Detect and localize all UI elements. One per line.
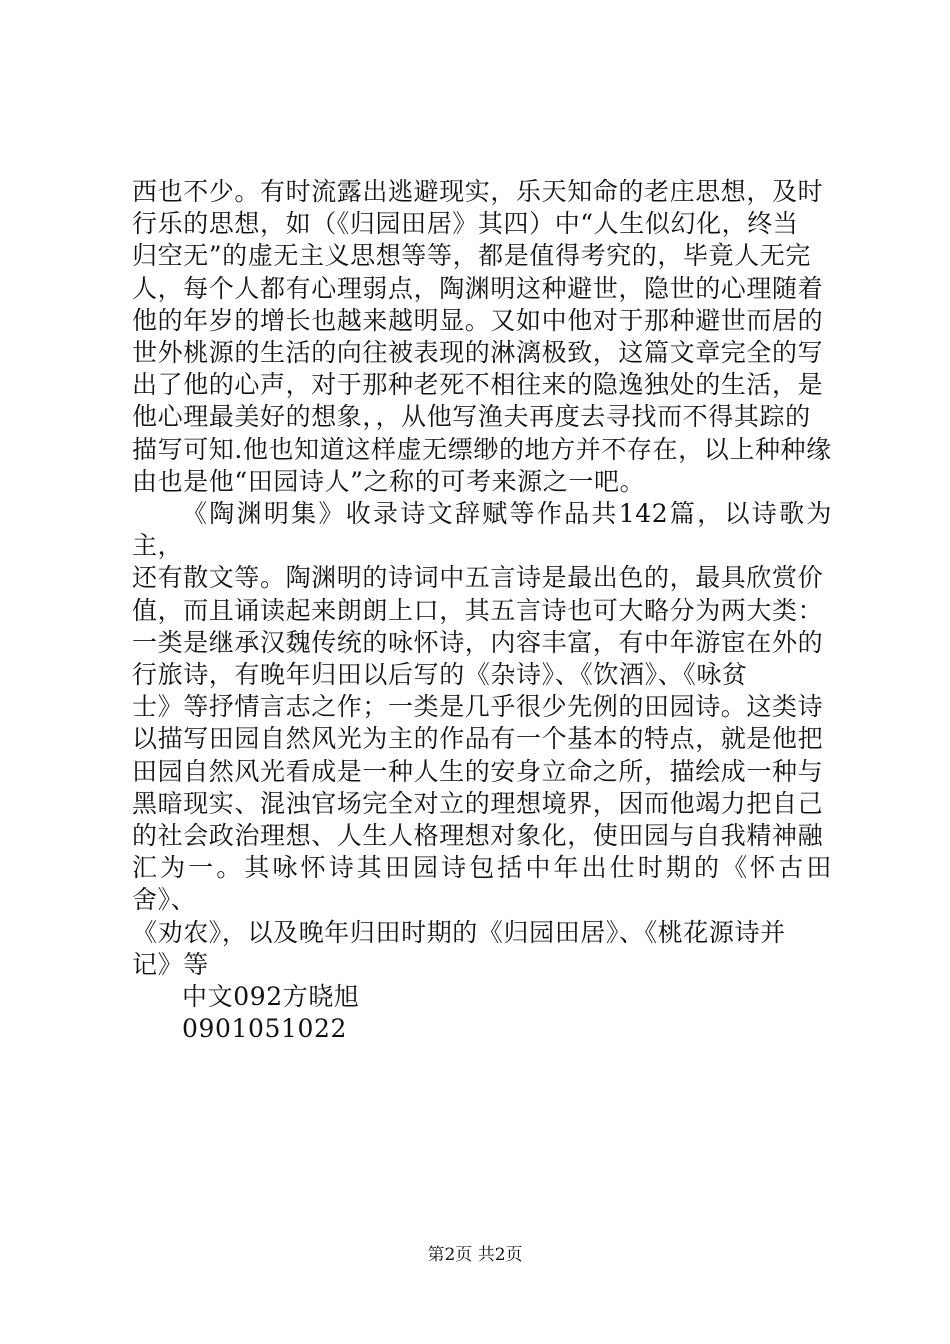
author-name-line: 中文092方晓旭	[182, 982, 360, 1012]
student-id-line: 0901051022	[182, 1014, 348, 1044]
document-body	[132, 176, 832, 1045]
paragraph-collection-overview: 《陶渊明集》收录诗文辞赋等作品共142篇，以诗歌为主， 还有散文等。陶渊明的诗词中五言诗是最出色的，最具欣赏价 值，而且诵读起来朗朗上口，其五言诗也可大略分为两大类： 一类是继承汉魏传统的咏怀诗，内容丰富，有中年游宦在外的 行旅诗，有晚年归田以后写的《杂诗》、《饮酒》、《咏贫 士》等抒情言志之作；一类是几乎很少先例的田园诗。这类诗 以描写田园自然风光为主的作品有一个基本的特点，就是他把 田园自然风光看成是一种人生的安身立命之所，描绘成一种与 黑暗现实、混浊官场完全对立的理想境界，因而他竭力把自己 的社会政治理想、人生人格理想对象化，使田园与自我精神融 汇为一。其咏怀诗其田园诗包括中年出仕时期的《怀古田舍》、 《劝农》，以及晚年归田时期的《归园田居》、《桃花源诗并 记》等	[132, 499, 832, 979]
page-number-footer: 第2页 共2页	[427, 1245, 523, 1265]
paragraph-continuation: 西也不少。有时流露出逃避现实，乐天知命的老庄思想，及时 行乐的思想，如（《归园田居》其四）中“人生似幻化，终当 归空无”的虚无主义思想等等，都是值得考究的，毕竟人无完 人，每个人都有心理弱点，陶渊明这种避世，隐世的心理随着 他的年岁的增长也越来越明显。又如中他对于那种避世而居的 世外桃源的生活的向往被表现的淋漓极致，这篇文章完全的写 出了他的心声，对于那种老死不相往来的隐逸独处的生活，是 他心理最美好的想象，，从他写渔夫再度去寻找而不得其踪的 描写可知.他也知道这样虚无缥缈的地方并不存在，以上种种缘 由也是他“田园诗人”之称的可考来源之一吧。	[132, 177, 832, 496]
